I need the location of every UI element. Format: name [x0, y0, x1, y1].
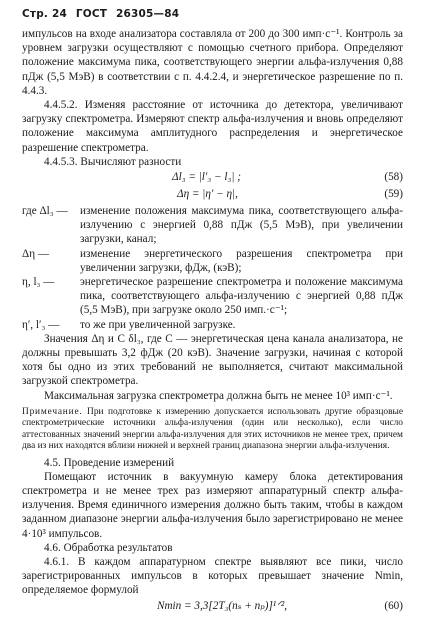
formula-60-number: (60) [384, 599, 403, 612]
paragraph-4-4-5-3: 4.4.5.3. Вычисляют разности [44, 155, 182, 168]
page-header [22, 8, 184, 20]
standard-label: ГОСТ [75, 8, 108, 20]
definition-text: энергетическое разрешение спектрометра и положение максимума пика, соответствующего альфа-излучению с энергией 0,88 пДж (5,5 МэВ), при загрузке около 250 имп.·с⁻¹; [80, 276, 403, 317]
formula-60-expression: Nmin = 3,3[2T₃(nₛ + nₚ)]¹ᐟ², [157, 599, 288, 612]
definition-symbol: η, l₃ — [22, 276, 55, 289]
definition-item [22, 318, 403, 332]
definition-item [22, 204, 403, 247]
paragraph-4-4-5-2: 4.4.5.2. Изменяя расстояние от источника до детектора, увеличивают загрузку спектрометра. Измеряют спектр альфа-излучения и вновь определяют положение максимума амплитудного распределения и энергетическое разрешение спектрометра. [22, 99, 403, 154]
paragraph-load-control: импульсов на входе анализатора составляла от 200 до 300 имп·с⁻¹. Контроль за уровнем загрузки осуществляют с помощью счетного прибора. Определяют положение максимума пика, соответствующего энергии альфа-излучения 0,88 пДж (5,5 МэВ) в соответствии с п. 4.4.2.4, и энергетическое разрешение по п. 4.4.3. [22, 28, 403, 97]
definition-symbol: η′, l′₃ — [22, 318, 60, 331]
note-block [22, 407, 403, 453]
page-number: Стр. 24 [22, 8, 67, 20]
definition-text: изменение энергетического разрешения спектрометра при увеличении загрузки, фДж, (кэВ); [80, 247, 403, 274]
formula-58 [22, 170, 403, 186]
note-label: Примечание. [22, 406, 83, 417]
page-content [22, 27, 403, 616]
note-text: При подготовке к измерению допускается использовать другие образцовые спектрометрические источники альфа-излучения (один или несколько), если число аттестованных значений энергии альфа-излучения для этих источников не менее трех, причем два из них находятся вблизи нижней и верхней границ диапазона энергии альфа-излучения. [22, 406, 403, 452]
formula-60 [22, 599, 403, 615]
definition-symbol: где Δl₃ — [22, 205, 68, 218]
formula-59-expression: Δη = |η′ − η|, [177, 188, 238, 201]
formula-58-expression: Δl₃ = |l′₃ − l₃| ; [172, 171, 241, 184]
definition-item [22, 247, 403, 275]
paragraph-tolerance: Значения Δη и С δl₃, где С — энергетическая цена канала анализатора, не должны превышать 3,2 фДж (20 кэВ). Значение загрузки, начиная с которой хотя бы одно из этих требований не выполняется, считают максимальной загрузкой спектрометра. [22, 332, 403, 388]
section-4-5-title: 4.5. Проведение измерений [44, 456, 175, 469]
paragraph-max-load: Максимальная загрузка спектрометра должна быть не менее 10³ имп·с⁻¹. [44, 389, 393, 402]
section-4-6-title: 4.6. Обработка результатов [44, 541, 173, 554]
definition-symbol: Δη — [22, 247, 50, 260]
section-4-5-text: Помещают источник в вакуумную камеру блока детектирования спектрометра и не менее трех раз измеряют аппаратурный спектр альфа-излучения. Время единичного измерения должно быть таким, чтобы в каждом заданном диапазоне энергии альфа-излучения было зарегистрировано не менее 4·10³ импульсов. [22, 470, 403, 540]
definitions-list [22, 204, 403, 332]
definition-item [22, 275, 403, 318]
formula-58-number: (58) [384, 171, 403, 184]
formula-59-number: (59) [384, 188, 403, 201]
formula-59 [22, 187, 403, 203]
definition-text: то же при увеличенной загрузке. [80, 318, 236, 331]
section-4-6-text: 4.6.1. В каждом аппаратурном спектре выявляют все пики, число зарегистрированных импульсов в которых превышает значение Nmin, определяемое формулой [22, 555, 403, 597]
definition-text: изменение положения максимума пика, соответствующего альфа-излучению с энергией 0,88 пДж (5,5 МэВ), при увеличении загрузки, канал; [80, 205, 403, 246]
standard-number: 26305—84 [115, 8, 180, 20]
